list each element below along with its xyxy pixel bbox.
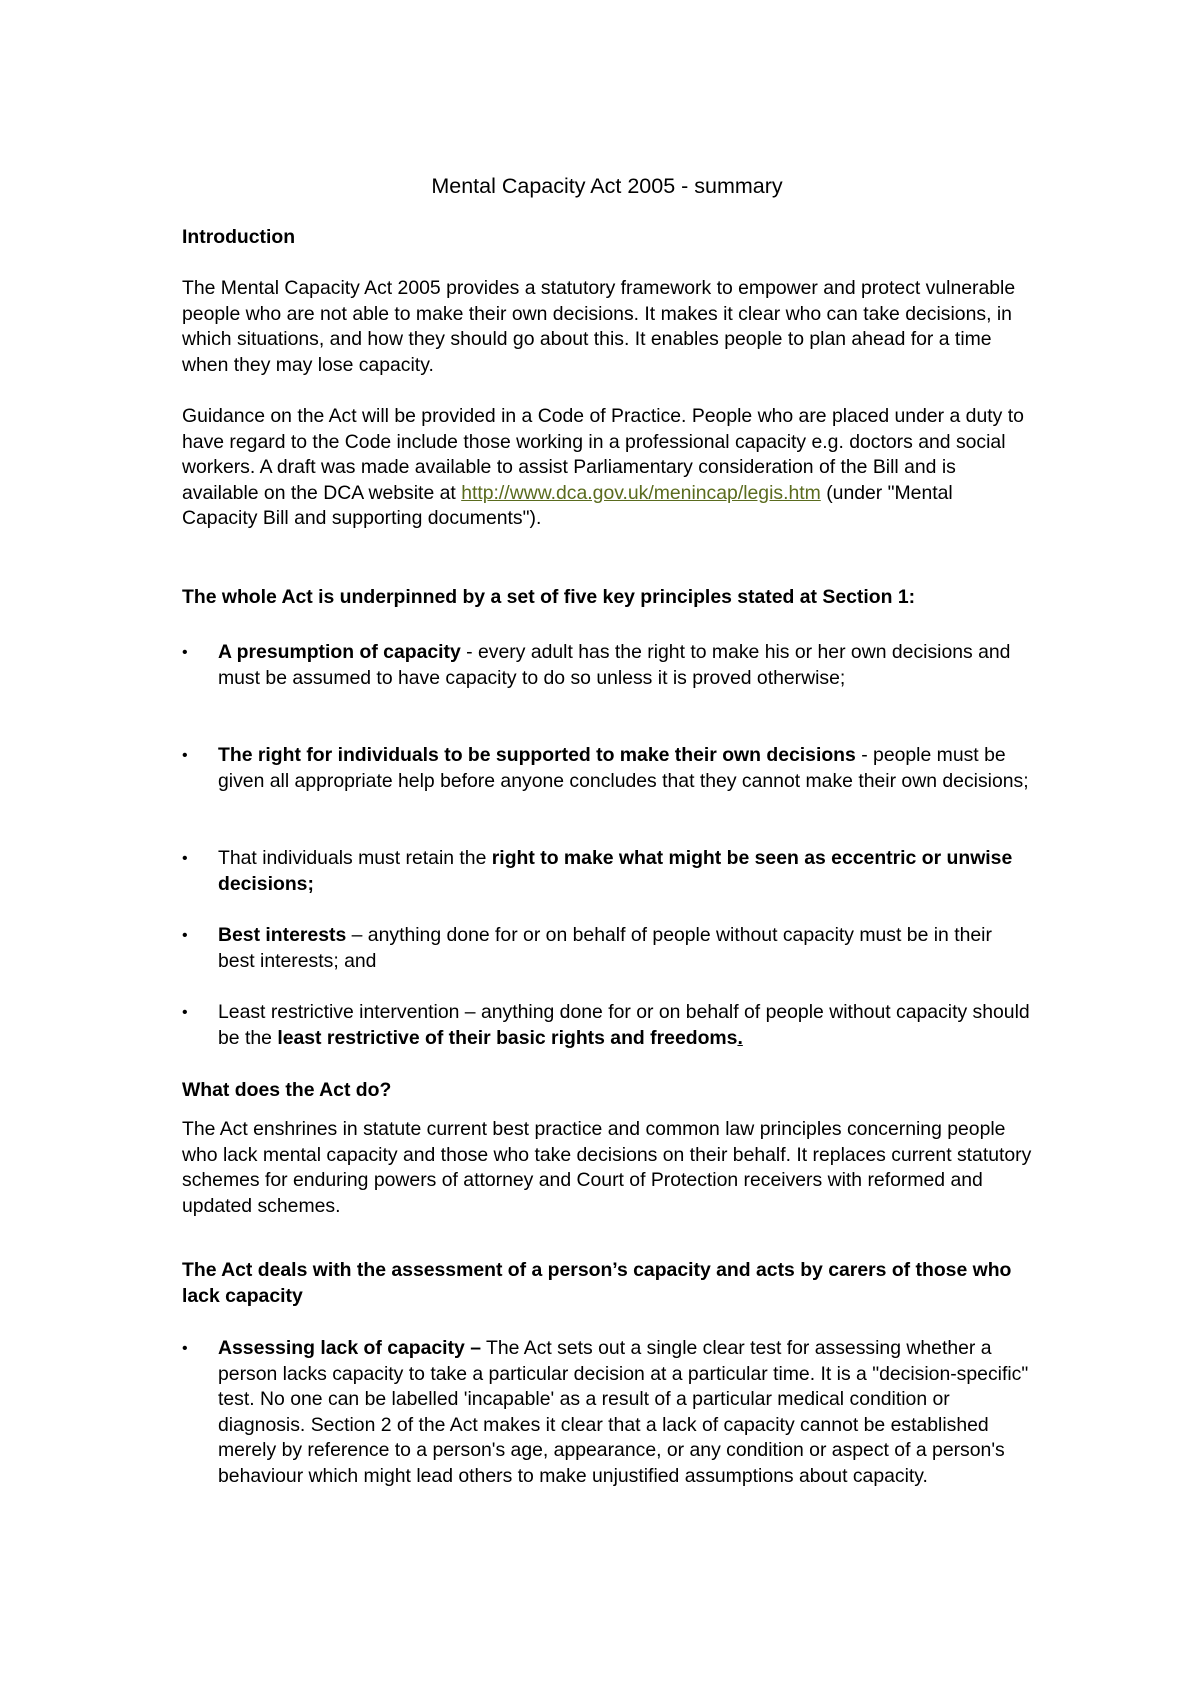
principle-bold: right to make what might be seen as eccentric or unwise decisions;	[218, 847, 1013, 895]
bullet-icon: •	[182, 1004, 188, 1021]
bullet-icon: •	[182, 747, 188, 764]
principle-text: That individuals must retain the	[218, 847, 492, 869]
bullet-icon: •	[182, 644, 188, 661]
principle-bold: The right for individuals to be supported to make their own decisions	[218, 744, 856, 766]
document-title: Mental Capacity Act 2005 - summary	[431, 174, 783, 198]
what-does-act-do-paragraph: The Act enshrines in statute current best practice and common law principles concerning people who lack mental capacity and those who take decisions on their behalf. It replaces current statutory schemes for enduring powers of attorney and Court of Protection receivers with reformed and updated schemes.	[182, 1118, 1032, 1217]
principle-bold: A presumption of capacity	[218, 641, 461, 663]
principles-heading: The whole Act is underpinned by a set of five key principles stated at Section 1:	[182, 586, 916, 608]
bullet-icon: •	[182, 1340, 188, 1357]
introduction-heading: Introduction	[182, 226, 296, 248]
what-does-act-do-heading: What does the Act do?	[182, 1079, 392, 1101]
bullet-icon: •	[182, 927, 188, 944]
principle-text: - people must be given all appropriate help before anyone concludes that they cannot make their own decisions;	[218, 744, 1029, 792]
principle-bold: Best interests	[218, 924, 347, 946]
intro-paragraph-2-text: Guidance on the Act will be provided in a Code of Practice. People who are placed under a duty to have regard to the Code include those working in a professional capacity e.g. doctors and social workers. A draft was made available to assist Parliamentary consideration of the Bill and is available on the DCA website at	[182, 405, 1024, 504]
principle-bold: least restrictive of their basic rights and freedoms	[277, 1026, 738, 1049]
assessment-text: The Act sets out a single clear test for assessing whether a person lacks capacity to take a particular decision at a particular time. It is a "decision-specific" test. No one can be labelled 'incapable' as a result of a particular medical condition or diagnosis. Section 2 of the Act makes it clear that a lack of capacity cannot be established merely by reference to a person's age, appearance, or any condition or aspect of a person's behaviour which might lead others to make unjustified assumptions about capacity.	[218, 1337, 1029, 1487]
bullet-icon: •	[182, 850, 188, 867]
assessment-bold: Assessing lack of capacity –	[218, 1337, 481, 1359]
intro-paragraph-2	[182, 404, 1032, 532]
principle-underline: .	[737, 1026, 743, 1049]
assessment-heading: The Act deals with the assessment of a person’s capacity and acts by carers of those who lack capacity	[182, 1259, 1012, 1307]
principle-text: Least restrictive intervention – anything done for or on behalf of people without capacity should be the	[218, 1001, 1030, 1049]
intro-paragraph-1: The Mental Capacity Act 2005 provides a statutory framework to empower and protect vulnerable people who are not able to make their own decisions. It makes it clear who can take decisions, in which situations, and how they should go about this. It enables people to plan ahead for a time when they may lose capacity.	[182, 277, 1016, 376]
dca-website-link[interactable]: http://www.dca.gov.uk/menincap/legis.htm	[461, 481, 821, 504]
principle-text: - every adult has the right to make his or her own decisions and must be assumed to have capacity to do so unless it is proved otherwise;	[218, 641, 1011, 689]
intro-paragraph-2-tail: (under "Mental Capacity Bill and supporting documents").	[182, 481, 953, 530]
principle-text: – anything done for or on behalf of people without capacity must be in their best interests; and	[218, 924, 992, 972]
